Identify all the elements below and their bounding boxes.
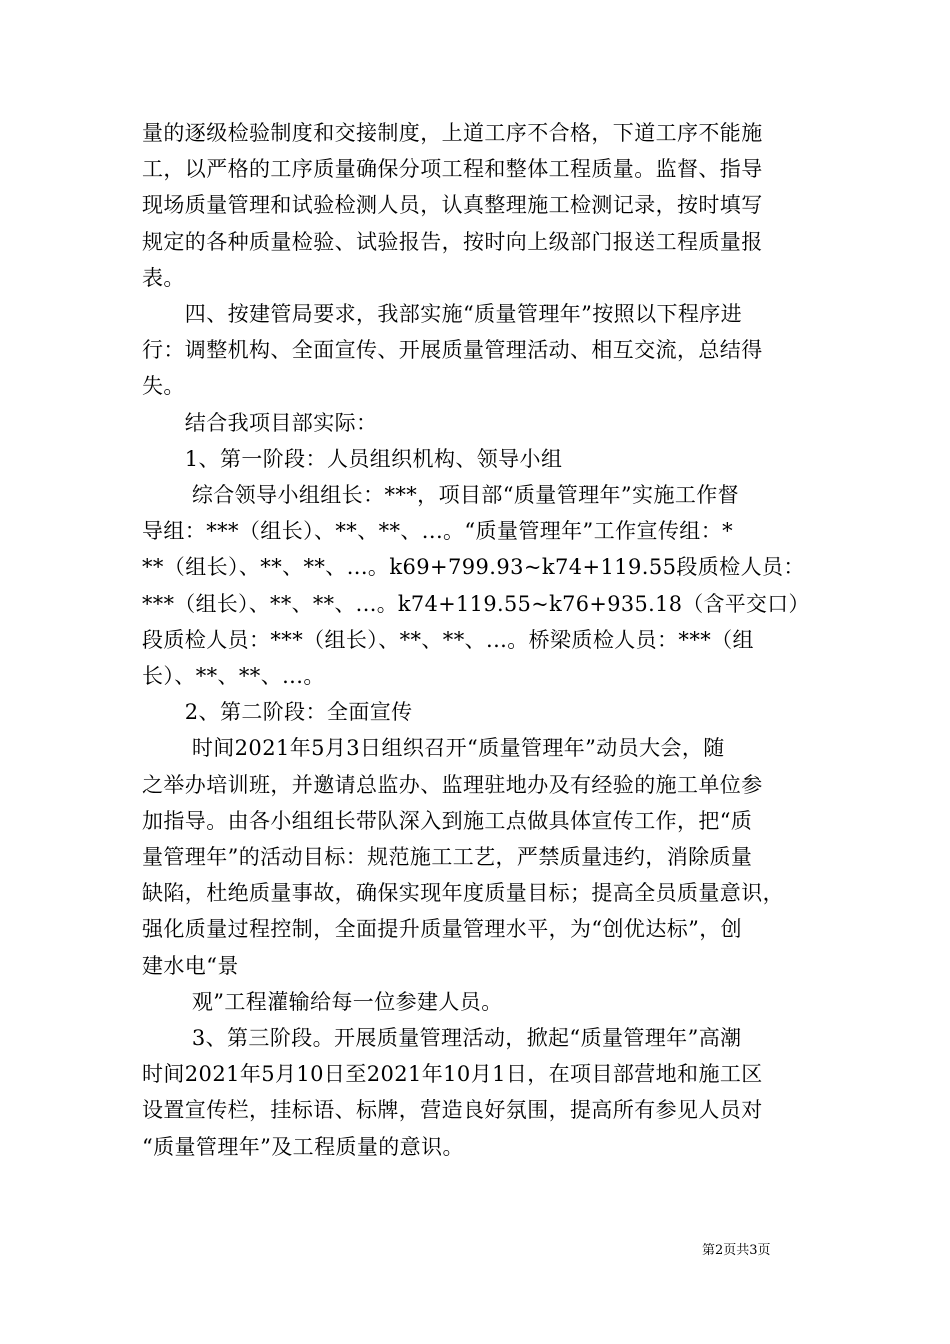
text-line: 失。 [142, 374, 185, 399]
page-number: 第2页共3页 [702, 1243, 771, 1258]
text-line: 时间2021年5月3日组织召开“质量管理年”动员大会，随 [142, 736, 725, 761]
text-line: 设置宣传栏，挂标语、标牌，营造良好氛围，提高所有参见人员对 [142, 1098, 763, 1123]
text-line: 1、第一阶段：人员组织机构、领导小组 [142, 446, 563, 471]
text-line: 行：调整机构、全面宣传、开展质量管理活动、相互交流，总结得 [142, 338, 763, 363]
text-line: 规定的各种质量检验、试验报告，按时向上级部门报送工程质量报 [142, 229, 763, 254]
text-line: 工，以严格的工序质量确保分项工程和整体工程质量。监督、指导 [142, 157, 763, 182]
text-line: 综合领导小组组长：***，项目部“质量管理年”实施工作督 [142, 483, 740, 507]
text-line: “质量管理年”及工程质量的意识。 [142, 1134, 464, 1159]
text-line: 时间2021年5月10日至2021年10月1日，在项目部营地和施工区 [142, 1062, 763, 1087]
text-line: 强化质量过程控制，全面提升质量管理水平，为“创优达标”，创 [142, 917, 743, 942]
text-line: 量的逐级检验制度和交接制度，上道工序不合格，下道工序不能施 [142, 121, 763, 145]
text-line: 2、第二阶段：全面宣传 [142, 700, 413, 725]
text-line: 长）、**、**、...。 [142, 664, 325, 688]
text-line: 之举办培训班，并邀请总监办、监理驻地办及有经验的施工单位参 [142, 772, 763, 797]
text-line: 现场质量管理和试验检测人员，认真整理施工检测记录，按时填写 [142, 193, 763, 218]
text-line: 量管理年”的活动目标：规范施工工艺，严禁质量违约，消除质量 [142, 845, 753, 869]
text-line: 段质检人员：***（组长）、**、**、...。桥梁质检人员：***（组 [142, 627, 754, 652]
text-line: 加指导。由各小组组长带队深入到施工点做具体宣传工作，把“质 [142, 808, 753, 833]
text-line: 缺陷，杜绝质量事故，确保实现年度质量目标；提高全员质量意识， [142, 881, 784, 906]
text-line: 观”工程灌输给每一位参建人员。 [142, 989, 503, 1014]
text-line: 建水电“景 [142, 953, 239, 978]
text-line: 四、按建管局要求，我部实施“质量管理年”按照以下程序进 [142, 302, 743, 326]
text-line: 表。 [142, 265, 185, 290]
text-line: ***（组长）、**、**、...。k74+119.55~k76+935.18（含平交口） [142, 591, 810, 616]
text-line: 结合我项目部实际： [142, 410, 378, 435]
text-line: **（组长）、**、**、...。k69+799.93~k74+119.55段质检人员： [142, 555, 805, 580]
text-line: 3、第三阶段。开展质量管理活动，掀起“质量管理年”高潮 [142, 1026, 742, 1050]
text-line: 导组：***（组长）、**、**、...。“质量管理年”工作宣传组：* [142, 519, 733, 544]
